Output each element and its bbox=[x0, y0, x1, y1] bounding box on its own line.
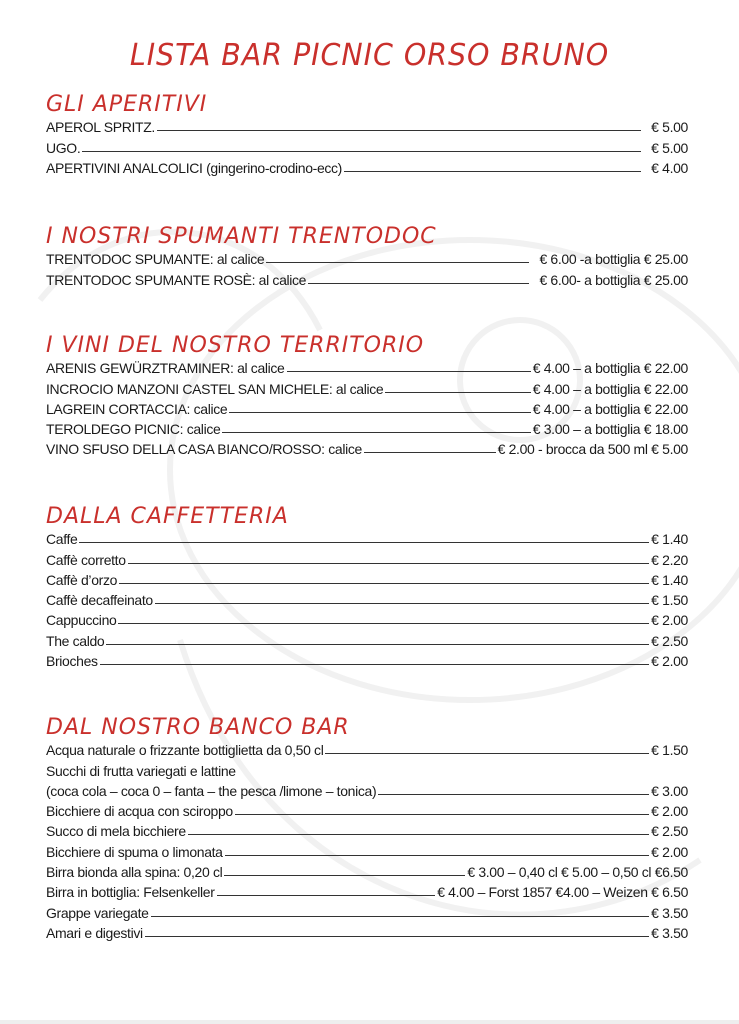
leader-line bbox=[224, 875, 465, 876]
item-price: € 2.00 bbox=[651, 653, 688, 670]
section-banco-bar bbox=[46, 715, 688, 941]
item-name: Caffè d’orzo bbox=[46, 571, 118, 588]
menu-item bbox=[46, 115, 688, 135]
menu-item bbox=[46, 921, 688, 941]
item-name: Bicchiere di acqua con sciroppo bbox=[46, 803, 233, 820]
leader-line bbox=[82, 151, 641, 152]
section-aperitivi bbox=[46, 92, 688, 176]
item-price: € 6.00 -a bottiglia € 25.00 bbox=[539, 251, 688, 268]
menu-item bbox=[46, 758, 688, 778]
item-name: Acqua naturale o frizzante bottiglietta da 0,50 cl bbox=[46, 742, 324, 759]
item-price: € 2.50 bbox=[651, 823, 688, 840]
item-price: € 1.40 bbox=[651, 571, 688, 588]
leader-line bbox=[364, 452, 496, 453]
item-price: € 3.50 bbox=[651, 924, 688, 941]
item-name: Brioches bbox=[46, 653, 98, 670]
item-name: ARENIS GEWÜRZTRAMINER: al calice bbox=[46, 360, 285, 377]
item-price: € 2.00 - brocca da 500 ml € 5.00 bbox=[497, 441, 688, 458]
item-name: Birra bionda alla spina: 0,20 cl bbox=[46, 864, 223, 881]
menu-item bbox=[46, 156, 688, 176]
item-name: Grappe variegate bbox=[46, 904, 149, 921]
item-name: Caffè decaffeinato bbox=[46, 592, 153, 609]
item-name: (coca cola – coca 0 – fanta – the pesca /limone – tonica) bbox=[46, 782, 377, 799]
menu-item bbox=[46, 376, 688, 396]
section-heading: GLI APERITIVI bbox=[46, 92, 208, 117]
leader-line bbox=[229, 412, 530, 413]
item-price: € 6.00- a bottiglia € 25.00 bbox=[539, 271, 688, 288]
item-name: Caffe bbox=[46, 531, 78, 548]
leader-line bbox=[106, 644, 649, 645]
leader-line bbox=[128, 563, 650, 564]
menu-item bbox=[46, 628, 688, 648]
item-name: Birra in bottiglia: Felsenkeller bbox=[46, 884, 215, 901]
item-name: LAGREIN CORTACCIA: calice bbox=[46, 400, 228, 417]
section-heading: DAL NOSTRO BANCO BAR bbox=[46, 715, 350, 740]
menu-item bbox=[46, 738, 688, 758]
menu-item bbox=[46, 900, 688, 920]
item-price: € 1.50 bbox=[651, 592, 688, 609]
leader-line bbox=[119, 583, 649, 584]
menu-item bbox=[46, 839, 688, 859]
item-price: € 1.50 bbox=[651, 742, 688, 759]
leader-line bbox=[344, 171, 641, 172]
item-price: € 5.00 bbox=[651, 119, 688, 136]
item-price: € 5.00 bbox=[651, 139, 688, 156]
item-price: € 3.00 – a bottiglia € 18.00 bbox=[532, 421, 688, 438]
section-heading: DALLA CAFFETTERIA bbox=[46, 504, 289, 529]
item-price: € 3.50 bbox=[651, 904, 688, 921]
item-name: APEROL SPRITZ. bbox=[46, 119, 155, 136]
leader-line bbox=[325, 753, 649, 754]
section-heading: I NOSTRI SPUMANTI TRENTODOC bbox=[46, 224, 437, 249]
menu-item bbox=[46, 568, 688, 588]
leader-line bbox=[308, 283, 529, 284]
menu-item bbox=[46, 819, 688, 839]
section-vini bbox=[46, 333, 688, 457]
item-price: € 4.00 – Forst 1857 €4.00 – Weizen € 6.50 bbox=[437, 884, 688, 901]
section-spumanti bbox=[46, 224, 688, 288]
menu-item bbox=[46, 547, 688, 567]
leader-line bbox=[151, 916, 650, 917]
item-name: The caldo bbox=[46, 632, 105, 649]
leader-line bbox=[118, 623, 649, 624]
leader-line bbox=[235, 814, 649, 815]
menu-item bbox=[46, 267, 688, 287]
item-name: TRENTODOC SPUMANTE: al calice bbox=[46, 251, 265, 268]
menu-item bbox=[46, 417, 688, 437]
leader-line bbox=[385, 392, 530, 393]
item-name: UGO. bbox=[46, 139, 81, 156]
item-price: € 2.50 bbox=[651, 632, 688, 649]
item-price: € 2.00 bbox=[651, 612, 688, 629]
item-price: € 1.40 bbox=[651, 531, 688, 548]
leader-line bbox=[287, 371, 531, 372]
leader-line bbox=[222, 432, 530, 433]
item-name: Succo di mela bicchiere bbox=[46, 823, 186, 840]
item-price: € 3.00 bbox=[651, 782, 688, 799]
item-price: € 4.00 – a bottiglia € 22.00 bbox=[532, 380, 688, 397]
item-price: € 2.00 bbox=[651, 843, 688, 860]
item-name: Caffè corretto bbox=[46, 551, 126, 568]
leader-line bbox=[188, 834, 649, 835]
menu-item bbox=[46, 247, 688, 267]
item-price: € 3.00 – 0,40 cl € 5.00 – 0,50 cl €6.50 bbox=[467, 864, 688, 881]
item-name: TEROLDEGO PICNIC: calice bbox=[46, 421, 221, 438]
leader-line bbox=[225, 855, 650, 856]
menu-item bbox=[46, 608, 688, 628]
item-name: INCROCIO MANZONI CASTEL SAN MICHELE: al calice bbox=[46, 380, 384, 397]
leader-line bbox=[145, 936, 649, 937]
section-caffetteria bbox=[46, 504, 688, 669]
item-name: Amari e digestivi bbox=[46, 924, 143, 941]
menu-item bbox=[46, 860, 688, 880]
item-name: APERTIVINI ANALCOLICI (gingerino-crodino-ecc) bbox=[46, 159, 342, 176]
bottom-divider bbox=[0, 1020, 739, 1024]
menu-item bbox=[46, 437, 688, 457]
item-price: € 4.00 – a bottiglia € 22.00 bbox=[532, 400, 688, 417]
item-name: Bicchiere di spuma o limonata bbox=[46, 843, 223, 860]
leader-line bbox=[378, 794, 649, 795]
item-name: Succhi di frutta variegati e lattine bbox=[46, 762, 236, 779]
leader-line bbox=[266, 262, 529, 263]
leader-line bbox=[155, 603, 649, 604]
leader-line bbox=[100, 664, 650, 665]
item-price: € 4.00 bbox=[651, 159, 688, 176]
menu-item bbox=[46, 779, 688, 799]
item-name: TRENTODOC SPUMANTE ROSÈ: al calice bbox=[46, 271, 307, 288]
section-heading: I VINI DEL NOSTRO TERRITORIO bbox=[46, 333, 425, 358]
item-price: € 2.20 bbox=[651, 551, 688, 568]
menu-item bbox=[46, 880, 688, 900]
item-price: € 2.00 bbox=[651, 803, 688, 820]
leader-line bbox=[217, 895, 436, 896]
menu-item bbox=[46, 649, 688, 669]
menu-title: LISTA BAR PICNIC ORSO BRUNO bbox=[129, 38, 610, 73]
menu-item bbox=[46, 799, 688, 819]
menu-item bbox=[46, 135, 688, 155]
leader-line bbox=[79, 542, 649, 543]
menu-item bbox=[46, 527, 688, 547]
item-name: VINO SFUSO DELLA CASA BIANCO/ROSSO: calice bbox=[46, 441, 362, 458]
item-price: € 4.00 – a bottiglia € 22.00 bbox=[532, 360, 688, 377]
menu-item bbox=[46, 356, 688, 376]
item-name: Cappuccino bbox=[46, 612, 117, 629]
leader-line bbox=[157, 130, 641, 131]
menu-item bbox=[46, 588, 688, 608]
menu-item bbox=[46, 397, 688, 417]
